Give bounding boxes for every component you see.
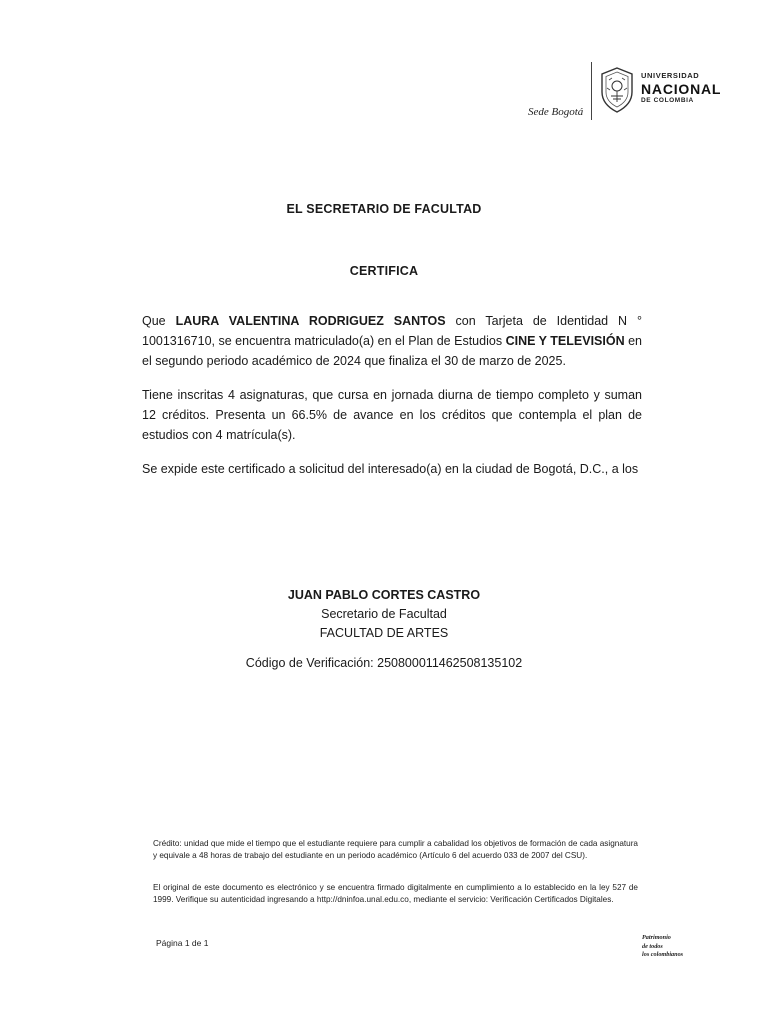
university-seal-icon [598,66,636,114]
signatory-role: Secretario de Facultad [321,607,447,621]
verification-code: Código de Verificación: 25080001146250813510​2 [245,656,523,670]
enrollment-paragraph [142,311,642,371]
electronic-document-note: El original de este documento es electrónico y se encuentra firmado digitalmente en cumplimiento a lo establecido en la ley 527 de 1999. Verifique su autenticidad ingresando a http://dninfoa.unal.edu.co, mediante el servicio: Verificación Certificados Digitales. [153,883,638,904]
issuance-paragraph: Se expide este certificado a solicitud del interesado(a) en la ciudad de Bogotá, D.C., a los [142,462,639,476]
logo-line-colombia: DE COLOMBIA [641,96,694,104]
patrimonio-line-2: de todos [642,942,663,950]
page-number: Página 1 de 1 [156,938,209,948]
document-heading: EL SECRETARIO DE FACULTAD [286,202,482,216]
program-name: CINE Y TELEVISIÓN [505,334,625,348]
period-text: en el segundo periodo académico de 2024 que finaliza el 30 de marzo de 2025. [142,334,642,368]
patrimonio-slogan [642,934,683,960]
sede-label: Sede Bogotá [528,106,584,118]
certifica-title: CERTIFICA [349,264,419,278]
credit-definition-note: Crédito: unidad que mide el tiempo que el estudiante requiere para cumplir a cabalidad los objetivos de formación de cada asignatura y equivale a 48 horas de trabajo del estudiante en un periodo académico (Artículo 6 del acuerdo 033 de 2007 del CSU). [153,839,638,860]
signatory-faculty: FACULTAD DE ARTES [319,626,449,640]
header-divider [591,62,592,120]
patrimonio-line-3: los colombianos [642,951,684,959]
patrimonio-line-1: Patrimonio [642,934,671,941]
logo-line-universidad: UNIVERSIDAD [641,71,700,80]
student-name: LAURA VALENTINA RODRIGUEZ SANTOS [175,314,446,328]
signatory-name: JUAN PABLO CORTES CASTRO [287,588,481,602]
logo-line-nacional: NACIONAL [641,80,722,97]
que-text: Que [142,314,176,328]
credits-paragraph: Tiene inscritas 4 asignaturas, que cursa en jornada diurna de tiempo completo y suman 12 créditos. Presenta un 66.5% de avance en los créditos que contempla el plan de estudios con 4 matrícula(s). [142,388,642,442]
id-text: con Tarjeta de Identidad N ° 1001316710, se encuentra matriculado(a) en el Plan de Estudios [142,314,642,348]
university-logo [641,72,721,104]
